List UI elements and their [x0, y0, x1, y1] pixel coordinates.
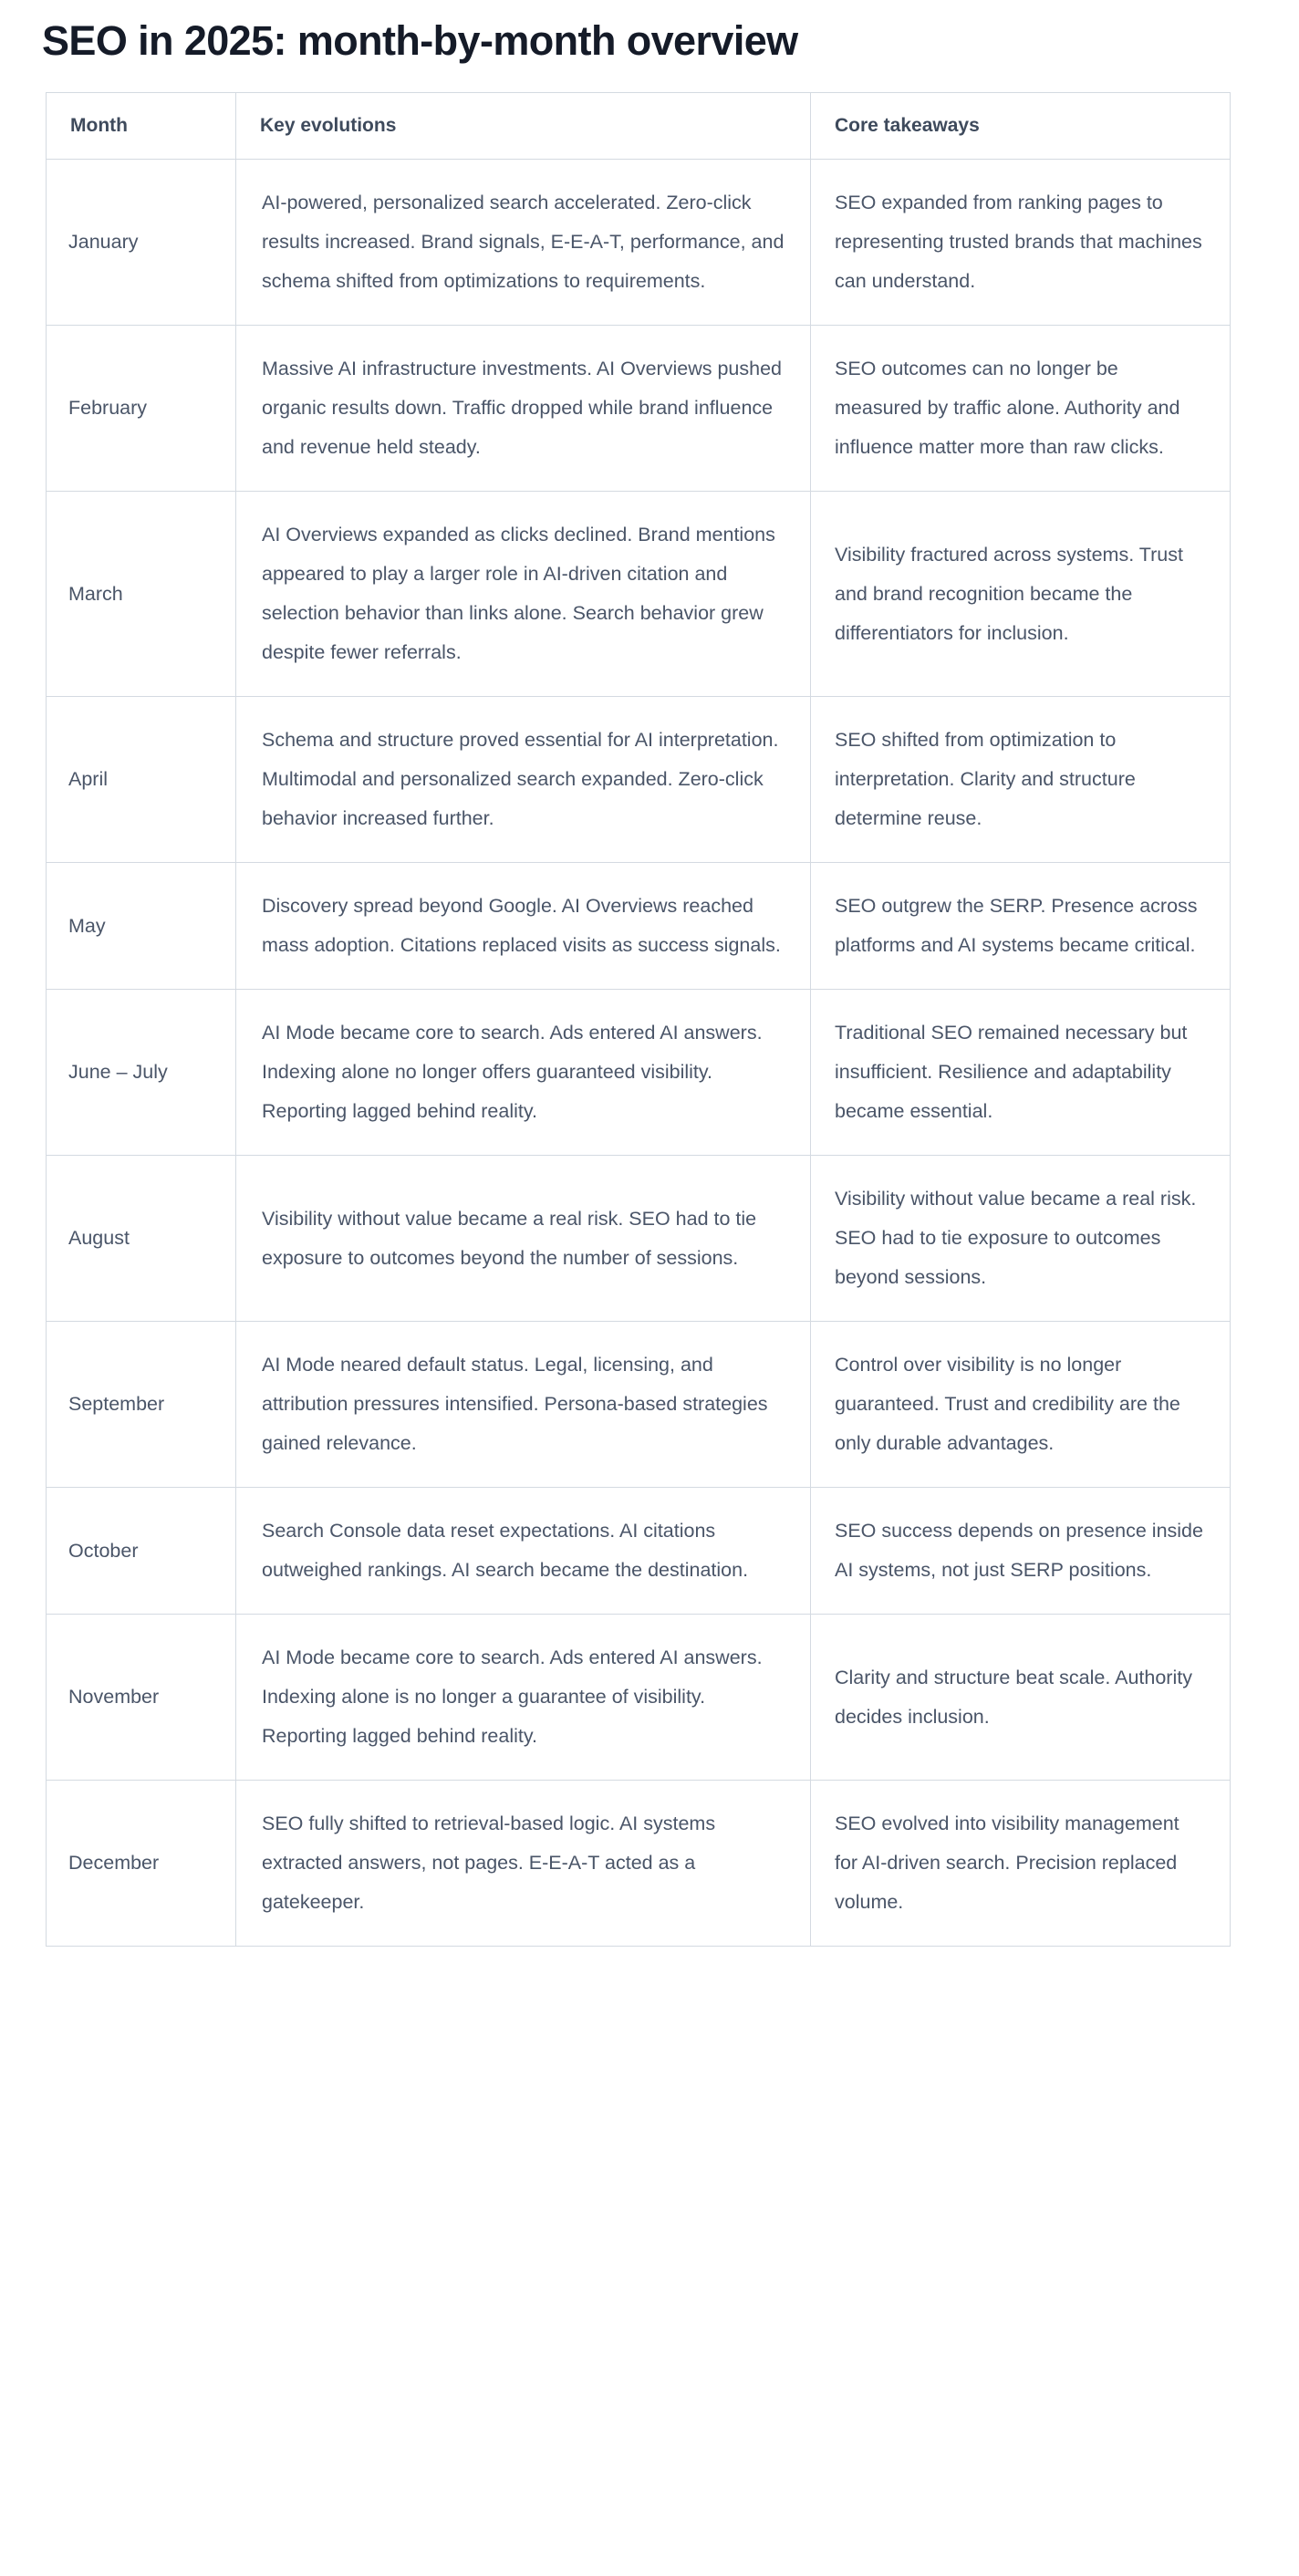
cell-key-evolutions: SEO fully shifted to retrieval-based logic. AI systems extracted answers, not pages. E-E-A-T acted as a gatekeeper. [236, 1781, 811, 1947]
cell-month: October [47, 1488, 236, 1615]
table-row [47, 326, 1231, 492]
cell-core-takeaways: SEO success depends on presence inside AI systems, not just SERP positions. [811, 1488, 1231, 1615]
cell-month: September [47, 1322, 236, 1488]
table-row [47, 697, 1231, 863]
cell-month: June – July [47, 990, 236, 1156]
cell-key-evolutions: AI Mode became core to search. Ads entered AI answers. Indexing alone no longer offers guaranteed visibility. Reporting lagged behind reality. [236, 990, 811, 1156]
table-row [47, 1322, 1231, 1488]
cell-month: January [47, 160, 236, 326]
table-row [47, 863, 1231, 990]
table-container [0, 67, 1299, 1947]
table-header-row [47, 92, 1231, 159]
table-row [47, 492, 1231, 697]
table-row [47, 990, 1231, 1156]
cell-core-takeaways: SEO expanded from ranking pages to representing trusted brands that machines can understand. [811, 160, 1231, 326]
cell-month: April [47, 697, 236, 863]
cell-core-takeaways: SEO outgrew the SERP. Presence across platforms and AI systems became critical. [811, 863, 1231, 990]
page-title: SEO in 2025: month-by-month overview [42, 17, 798, 64]
table-row [47, 1781, 1231, 1947]
cell-month: November [47, 1615, 236, 1781]
cell-key-evolutions: AI Overviews expanded as clicks declined. Brand mentions appeared to play a larger role in AI-driven citation and selection behavior than links alone. Search behavior grew despite fewer referrals. [236, 492, 811, 697]
table-row [47, 1615, 1231, 1781]
cell-key-evolutions: Schema and structure proved essential for AI interpretation. Multimodal and personalized search expanded. Zero-click behavior increased further. [236, 697, 811, 863]
column-header-key-evolutions: Key evolutions [236, 92, 811, 159]
column-header-core-takeaways: Core takeaways [811, 92, 1231, 159]
cell-key-evolutions: AI Mode became core to search. Ads entered AI answers. Indexing alone is no longer a guarantee of visibility. Reporting lagged behind reality. [236, 1615, 811, 1781]
table-header [47, 92, 1231, 159]
cell-core-takeaways: SEO shifted from optimization to interpretation. Clarity and structure determine reuse. [811, 697, 1231, 863]
column-header-month: Month [47, 92, 236, 159]
cell-month: May [47, 863, 236, 990]
cell-month: February [47, 326, 236, 492]
seo-overview-table [46, 92, 1231, 1947]
cell-key-evolutions: AI Mode neared default status. Legal, licensing, and attribution pressures intensified. Persona-based strategies gained relevance. [236, 1322, 811, 1488]
cell-core-takeaways: Clarity and structure beat scale. Authority decides inclusion. [811, 1615, 1231, 1781]
cell-core-takeaways: SEO evolved into visibility management for AI-driven search. Precision replaced volume. [811, 1781, 1231, 1947]
cell-month: March [47, 492, 236, 697]
table-row [47, 160, 1231, 326]
cell-core-takeaways: Visibility without value became a real risk. SEO had to tie exposure to outcomes beyond sessions. [811, 1156, 1231, 1322]
cell-month: December [47, 1781, 236, 1947]
table-body [47, 160, 1231, 1947]
table-row [47, 1488, 1231, 1615]
cell-key-evolutions: Discovery spread beyond Google. AI Overviews reached mass adoption. Citations replaced visits as success signals. [236, 863, 811, 990]
cell-key-evolutions: Massive AI infrastructure investments. AI Overviews pushed organic results down. Traffic dropped while brand influence and revenue held steady. [236, 326, 811, 492]
cell-key-evolutions: Search Console data reset expectations. AI citations outweighed rankings. AI search became the destination. [236, 1488, 811, 1615]
table-row [47, 1156, 1231, 1322]
cell-key-evolutions: AI-powered, personalized search accelerated. Zero-click results increased. Brand signals, E-E-A-T, performance, and schema shifted from optimizations to requirements. [236, 160, 811, 326]
cell-month: August [47, 1156, 236, 1322]
cell-core-takeaways: Visibility fractured across systems. Trust and brand recognition became the differentiators for inclusion. [811, 492, 1231, 697]
cell-key-evolutions: Visibility without value became a real risk. SEO had to tie exposure to outcomes beyond the number of sessions. [236, 1156, 811, 1322]
cell-core-takeaways: Traditional SEO remained necessary but insufficient. Resilience and adaptability became essential. [811, 990, 1231, 1156]
cell-core-takeaways: Control over visibility is no longer guaranteed. Trust and credibility are the only durable advantages. [811, 1322, 1231, 1488]
cell-core-takeaways: SEO outcomes can no longer be measured by traffic alone. Authority and influence matter more than raw clicks. [811, 326, 1231, 492]
